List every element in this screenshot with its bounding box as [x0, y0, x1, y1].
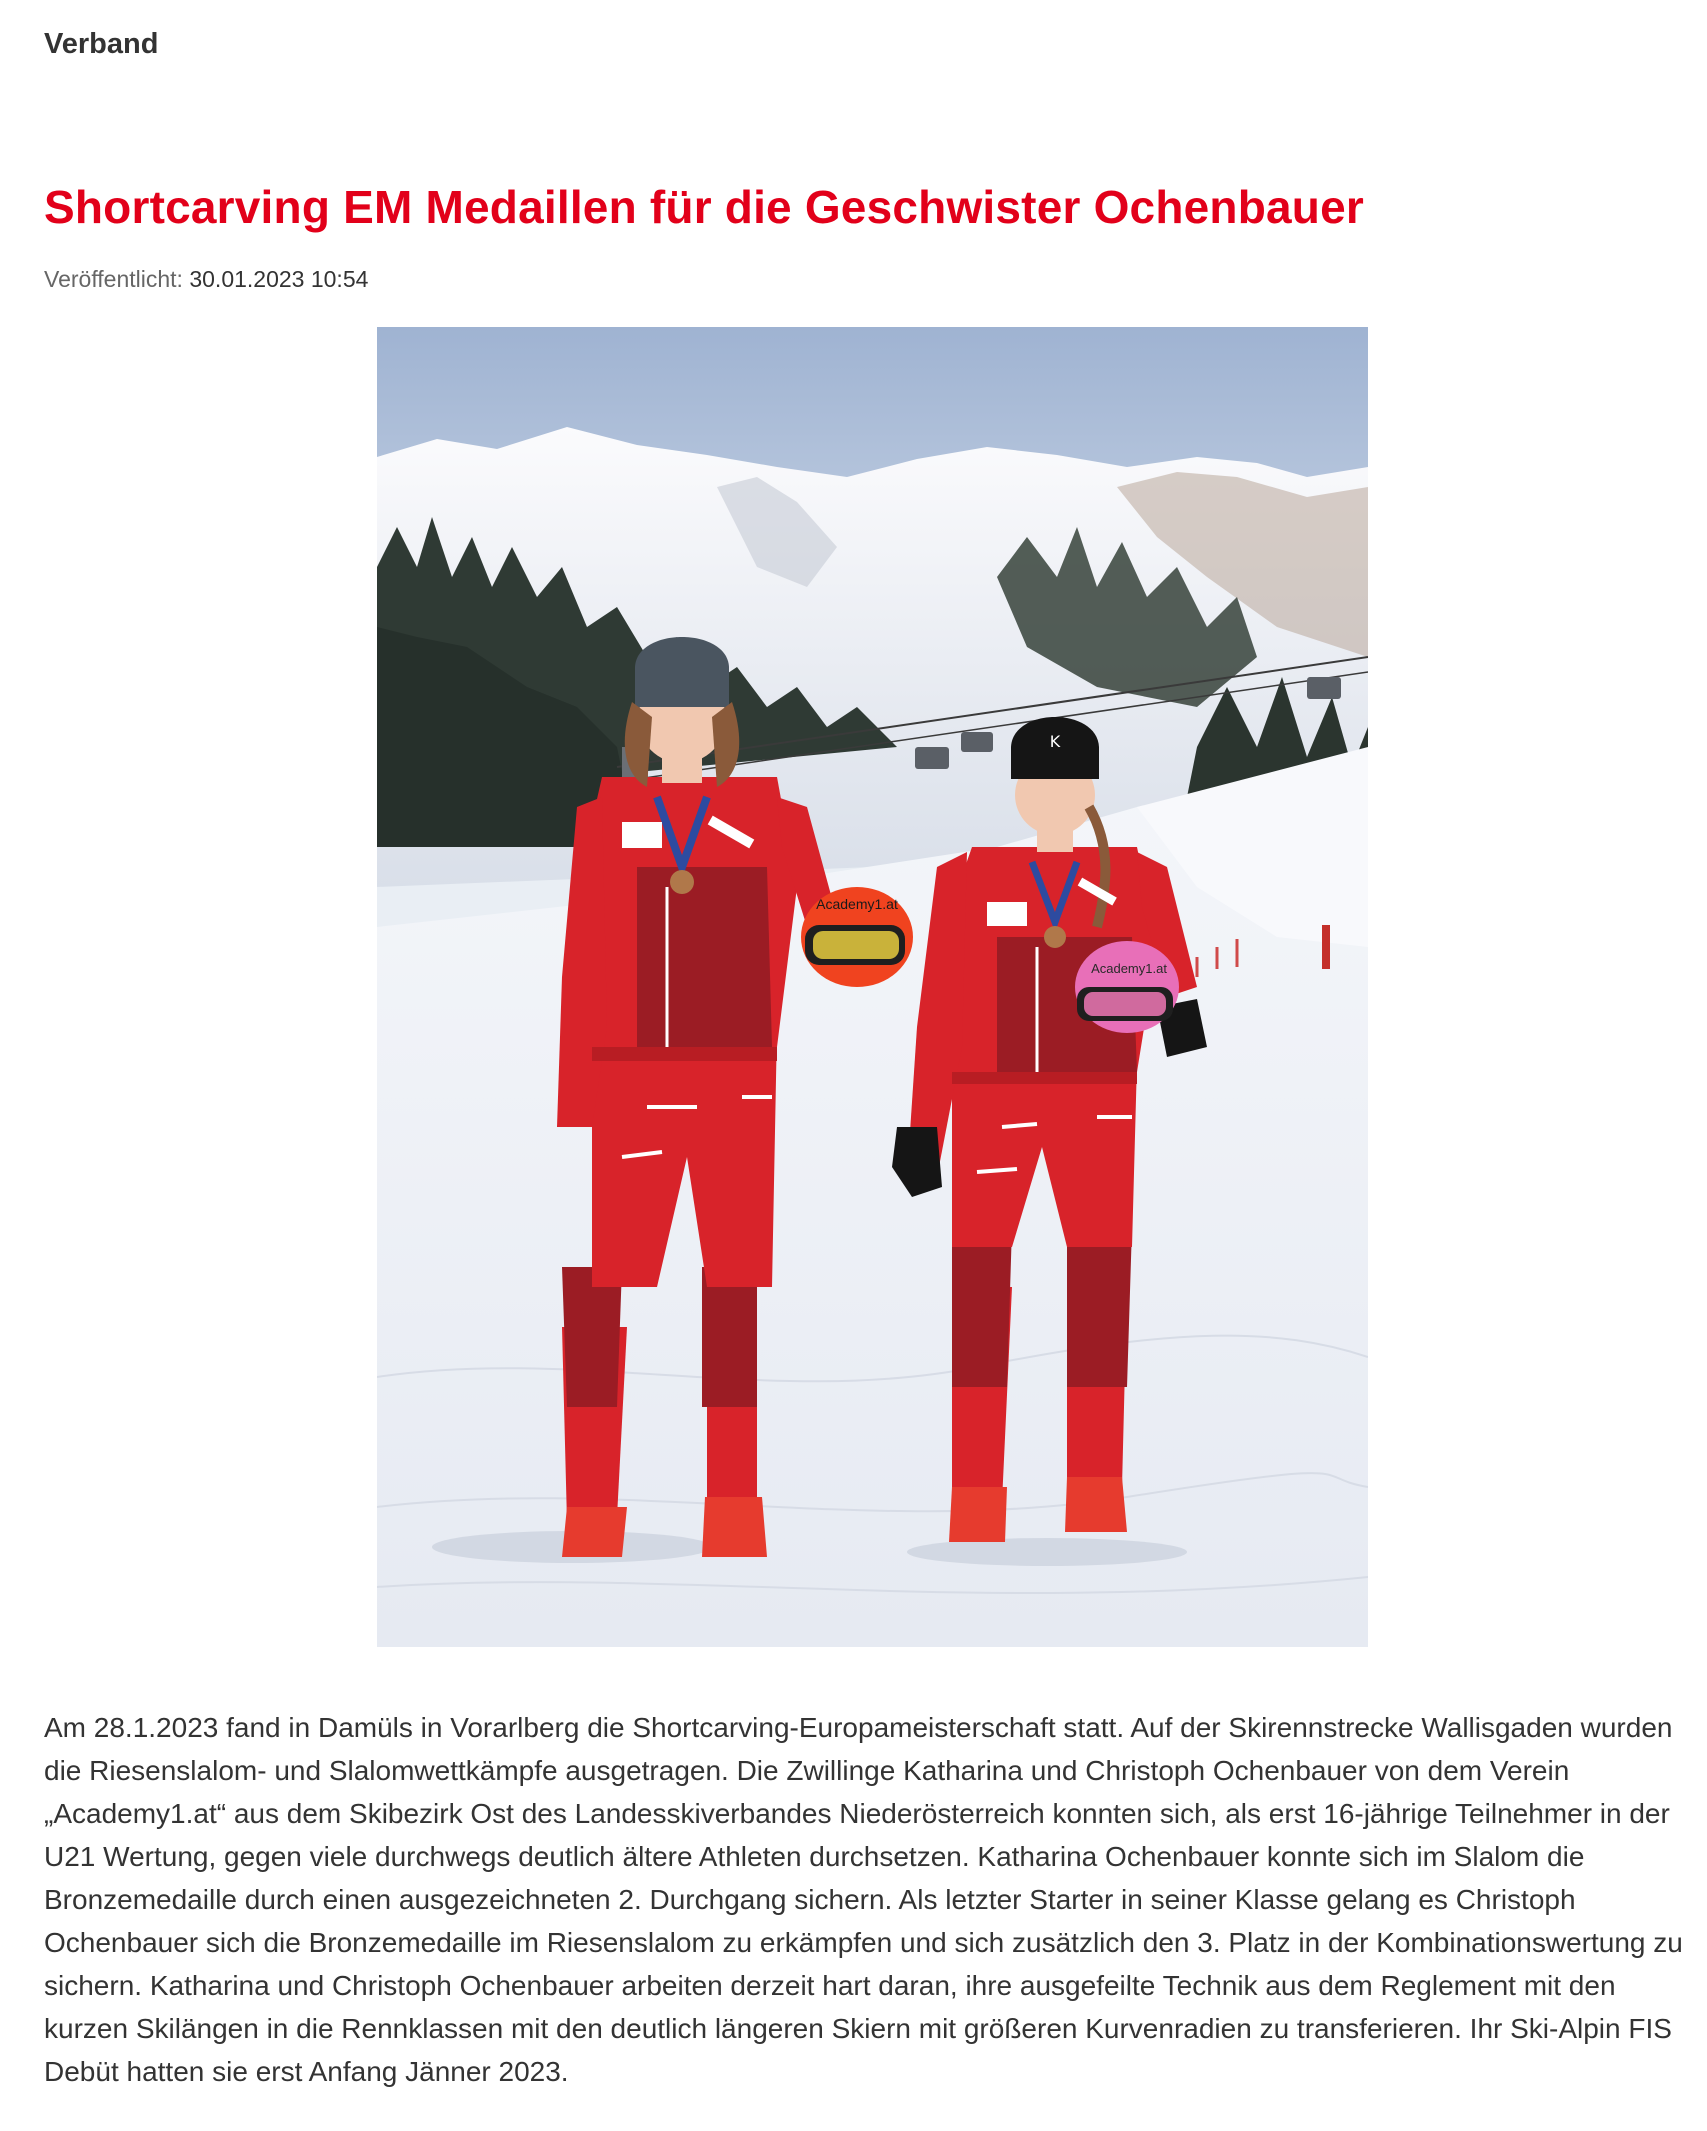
- photo-illustration: [377, 327, 1368, 1647]
- category-link[interactable]: Verband: [44, 28, 159, 60]
- svg-text:K: K: [1049, 732, 1061, 751]
- published-date: 30.01.2023 10:54: [189, 266, 369, 292]
- published-label: Veröffentlicht:: [44, 266, 183, 292]
- article-meta: [44, 266, 368, 293]
- helmet-left-text: Academy1.at: [816, 896, 898, 912]
- article-body: Am 28.1.2023 fand in Damüls in Vorarlberg die Shortcarving-Europameisterschaft statt. Auf der Skirennstrecke Wallisgaden wurden die Riesenslalom- und Slalomwettkämpfe ausgetragen. Die Zwillinge Katharina und Christoph Ochenbauer von dem Verein „Academy1.at“ aus dem Skibezirk Ost des Landesskiverbandes Niederösterreich konnten sich, als erst 16-jährige Teilnehmer in der U21 Wertung, gegen viele durchwegs deutlich ältere Athleten durchsetzen. Katharina Ochenbauer konnte sich im Slalom die Bronzemedaille durch einen ausgezeichneten 2. Durchgang sichern. Als letzter Starter in seiner Klasse gelang es Christoph Ochenbauer sich die Bronzemedaille im Riesenslalom zu erkämpfen und sich zusätzlich den 3. Platz in der Kombinationswertung zu sichern. Katharina und Christoph Ochenbauer arbeiten derzeit hart daran, ihre ausgefeilte Technik aus dem Reglement mit den kurzen Skilängen in die Rennklassen mit den deutlich längeren Skiern mit größeren Kurvenradien zu transferieren. Ihr Ski-Alpin FIS Debüt hatten sie erst Anfang Jänner 2023.: [44, 1712, 1683, 2087]
- helmet-right-text: Academy1.at: [1091, 961, 1167, 976]
- article-title: Shortcarving EM Medaillen für die Geschwister Ochenbauer: [44, 181, 1364, 233]
- article-photo: [377, 327, 1368, 1647]
